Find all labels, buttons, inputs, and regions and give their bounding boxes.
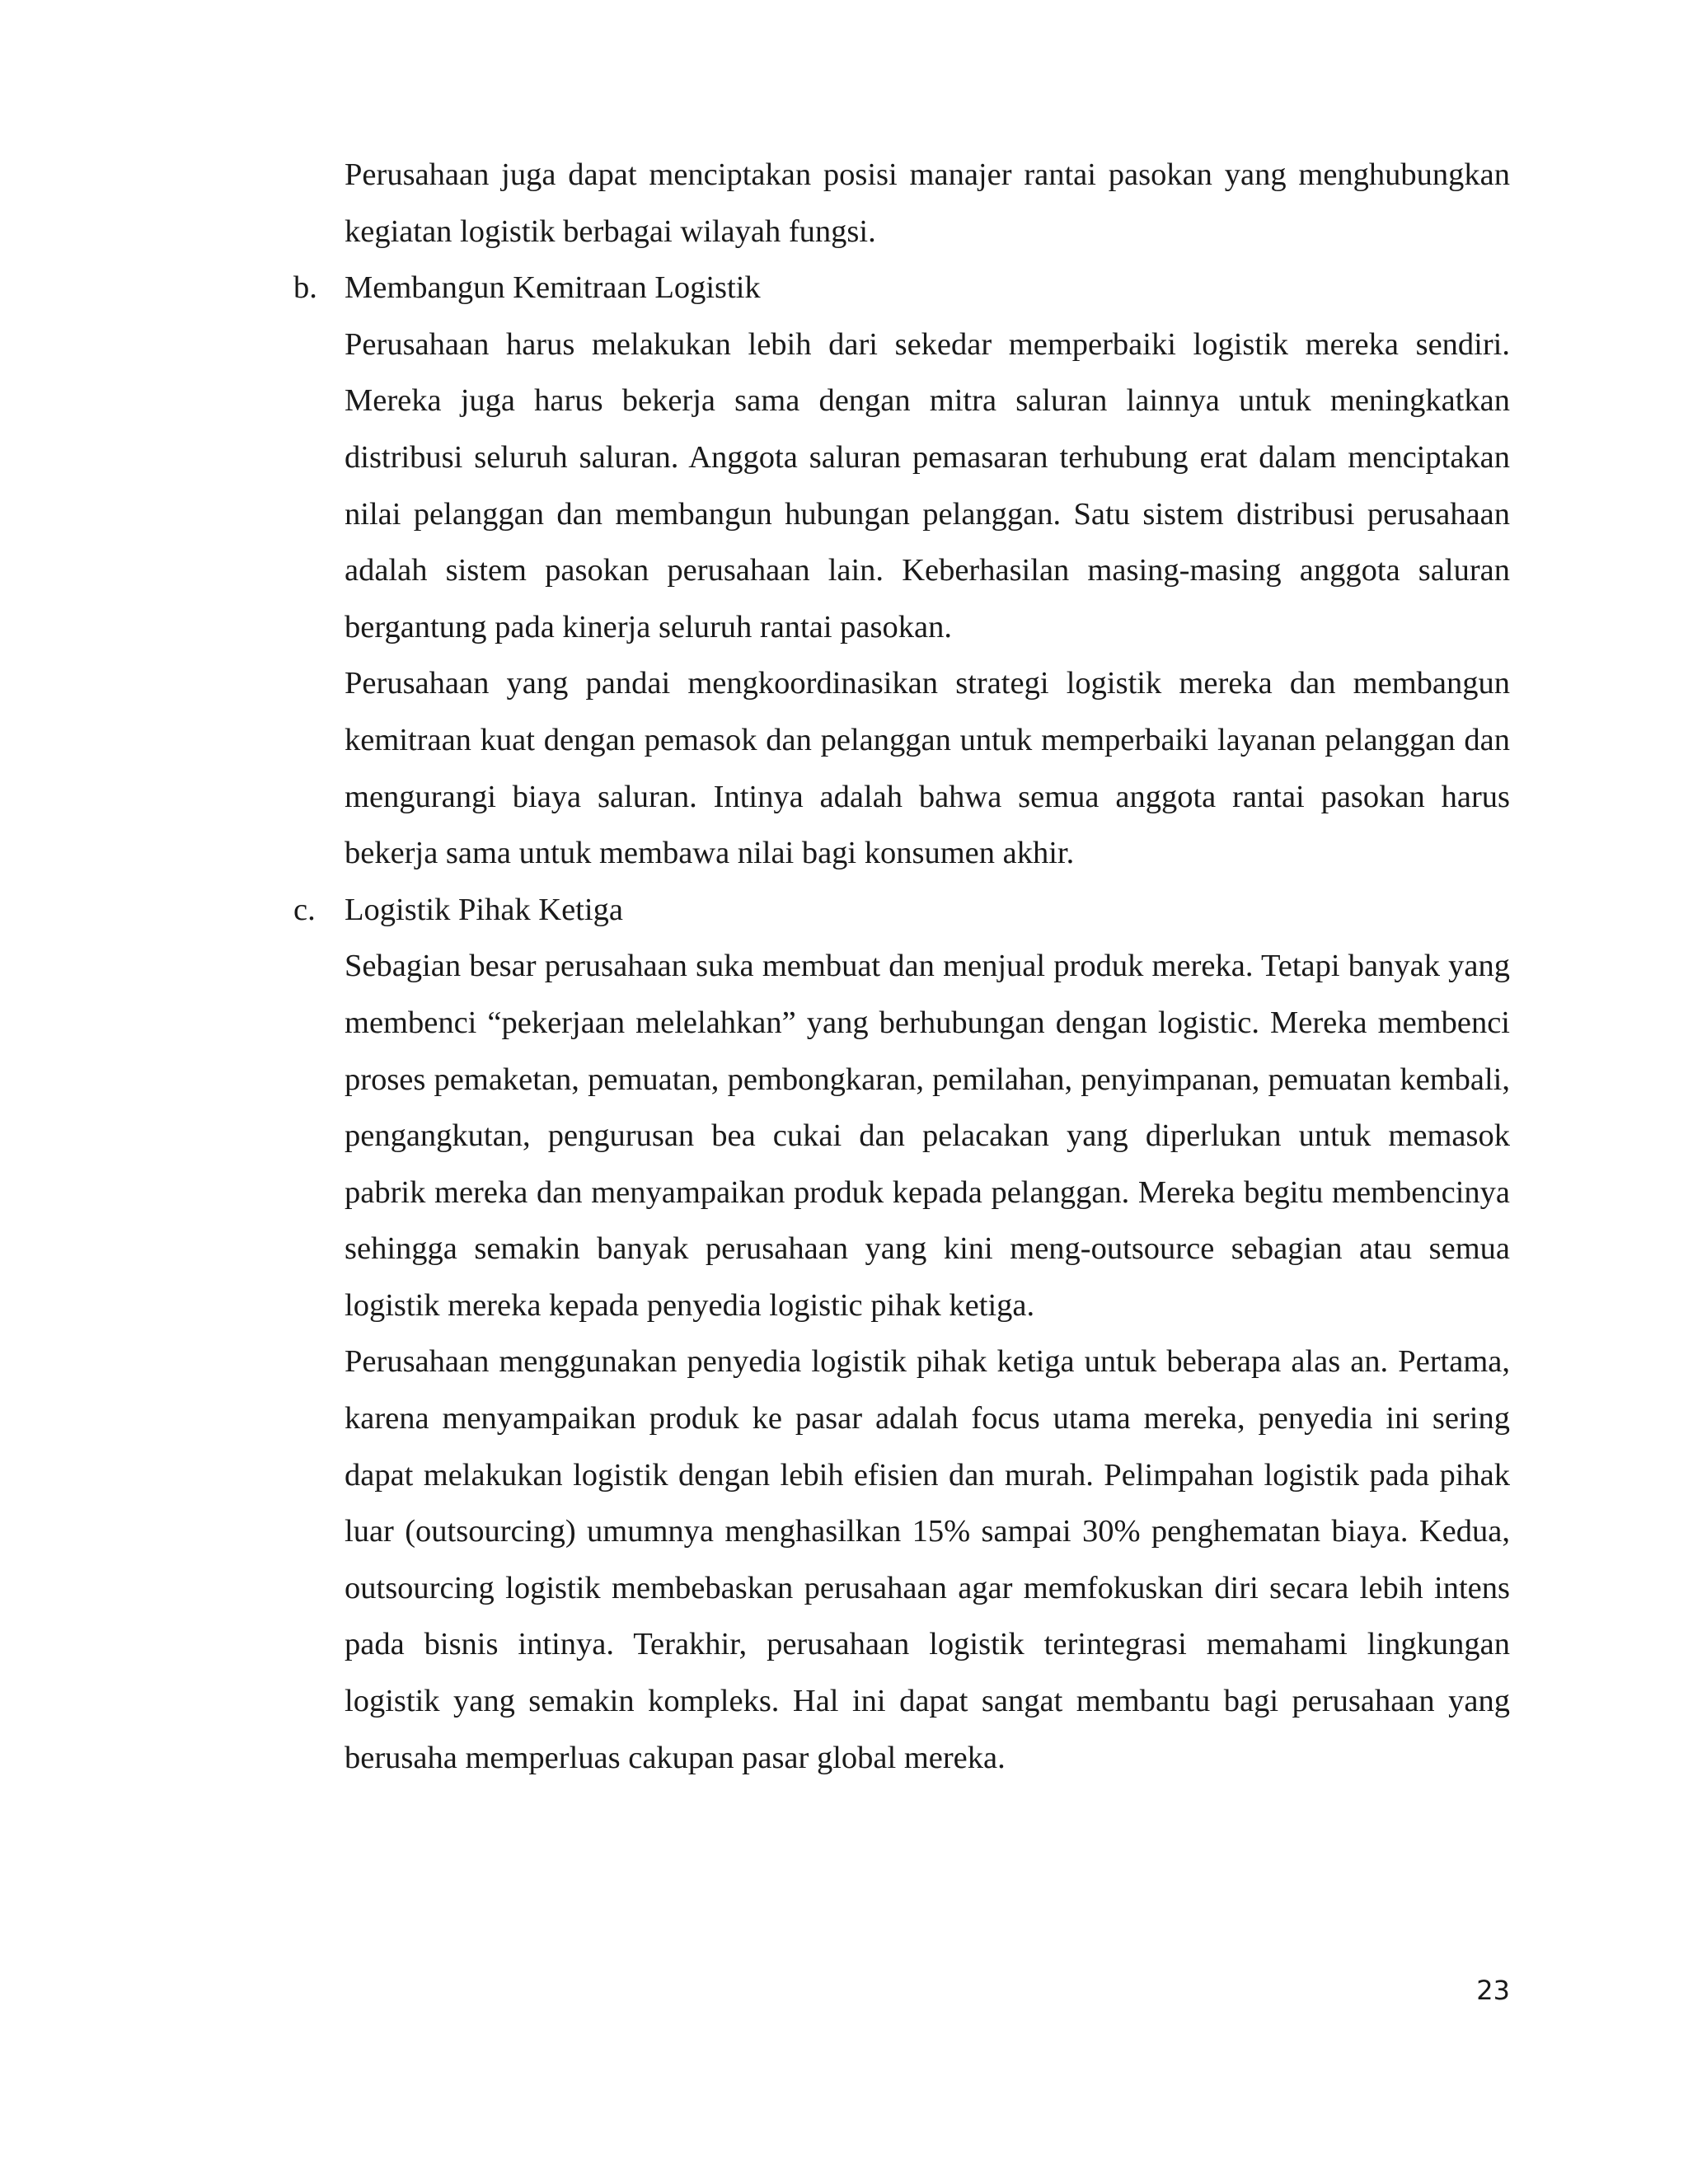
body-paragraph: Sebagian besar perusahaan suka membuat dan menjual produk mereka. Tetapi banyak yang membenci “pekerjaan melelahkan” yang berhubungan dengan logistic. Mereka membenci proses pemaketan, pemuatan, pembongkaran, pemilahan, penyimpanan, pemuatan kembali, pengangkutan, pengurusan bea cukai dan pelacakan yang diperlukan untuk memasok pabrik mereka dan menyampaikan produk kepada pelanggan. Mereka begitu membencinya sehingga semakin banyak perusahaan yang kini meng-outsource sebagian atau semua logistik mereka kepada penyedia logistic pihak ketiga.: [345, 949, 1510, 1323]
page-number: 23: [1476, 1975, 1510, 2006]
section-title: Logistik Pihak Ketiga: [345, 892, 623, 927]
section-heading-b: [293, 260, 1510, 316]
opening-paragraph: Perusahaan juga dapat menciptakan posisi manajer rantai pasokan yang menghubungkan kegiatan logistik berbagai wilayah fungsi.: [345, 157, 1510, 249]
list-marker: c.: [293, 892, 316, 927]
body-paragraph: Perusahaan yang pandai mengkoordinasikan strategi logistik mereka dan membangun kemitraan kuat dengan pemasok dan pelanggan untuk memperbaiki layanan pelanggan dan mengurangi biaya saluran. Intinya adalah bahwa semua anggota rantai pasokan harus bekerja sama untuk membawa nilai bagi konsumen akhir.: [345, 666, 1510, 871]
section-heading-c: [293, 882, 1510, 939]
body-paragraph: Perusahaan menggunakan penyedia logistik pihak ketiga untuk beberapa alas an. Pertama, karena menyampaikan produk ke pasar adalah focus utama mereka, penyedia ini sering dapat melakukan logistik dengan lebih efisien dan murah. Pelimpahan logistik pada pihak luar (outsourcing) umumnya menghasilkan 15% sampai 30% penghematan biaya. Kedua, outsourcing logistik membebaskan perusahaan agar memfokuskan diri secara lebih intens pada bisnis intinya. Terakhir, perusahaan logistik terintegrasi memahami lingkungan logistik yang semakin kompleks. Hal ini dapat sangat membantu bagi perusahaan yang berusaha memperluas cakupan pasar global mereka.: [345, 1344, 1510, 1775]
page-body: [293, 147, 1510, 1786]
body-paragraph: Perusahaan harus melakukan lebih dari sekedar memperbaiki logistik mereka sendiri. Mereka juga harus bekerja sama dengan mitra saluran lainnya untuk meningkatkan distribusi seluruh saluran. Anggota saluran pemasaran terhubung erat dalam menciptakan nilai pelanggan dan membangun hubungan pelanggan. Satu sistem distribusi perusahaan adalah sistem pasokan perusahaan lain. Keberhasilan masing-masing anggota saluran bergantung pada kinerja seluruh rantai pasokan.: [345, 326, 1510, 644]
list-marker: b.: [293, 270, 317, 306]
section-title: Membangun Kemitraan Logistik: [345, 270, 761, 306]
